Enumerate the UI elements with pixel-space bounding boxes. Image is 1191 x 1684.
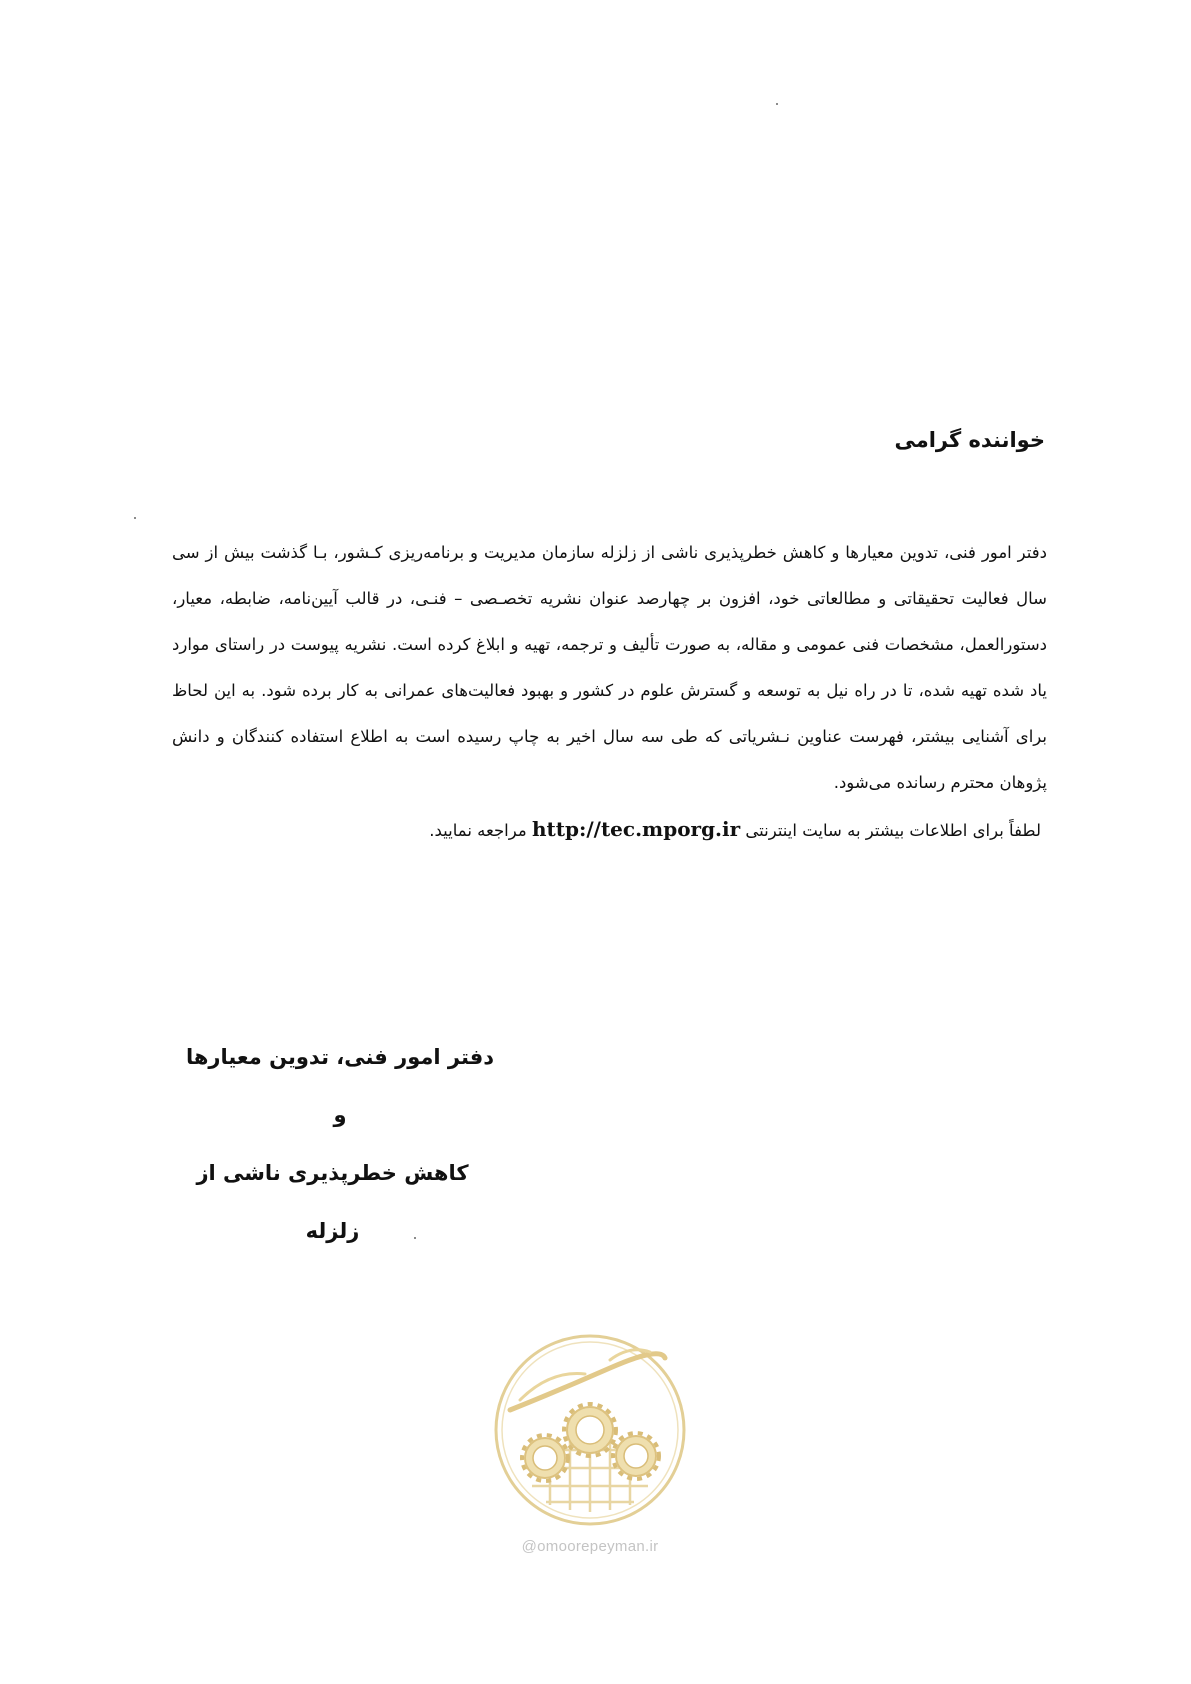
signature-line-1: دفتر امور فنی، تدوین معیارها [185,1045,495,1069]
watermark-logo [490,1330,690,1570]
page-heading: خواننده گرامی [894,428,1045,452]
contact-text-before: لطفاً برای اطلاعات بیشتر به سایت اینترنتی [740,821,1041,840]
seal-icon [490,1330,690,1530]
scan-speck [776,103,778,105]
website-link[interactable]: http://tec.mporg.ir [531,817,741,841]
signature-block [170,1028,510,1243]
body-text [172,530,1047,854]
contact-text-after: مراجعه نمایید. [429,821,532,840]
intro-paragraph: دفتر امور فنی، تدوین معیارها و کاهش خطرپذیری ناشی از زلزله سازمان مدیریت و برنامه‌ریزی کـشور، بـا گذشت بیش از سی سال فعالیت تحقیقاتی و مطالعاتی خود، افزون بر چهارصد عنوان نشریه تخصـصی – فنـی، در قالب آیین‌نامه، ضابطه، معیار، دستورالعمل، مشخصات فنی عمومی و مقاله، به صورت تألیف و ترجمه، تهیه و ابلاغ کرده است. نشریه پیوست در راستای موارد یاد شده تهیه شده، تا در راه نیل به توسعه و گسترش علوم در کشور و بهبود فعالیت‌های عمرانی به کار برده شود. به این لحاظ برای آشنایی بیشتر، فهرست عناوین نـشریاتی که طی سه سال اخیر به چاپ رسیده است به اطلاع استفاده کنندگان و دانش پژوهان محترم رسانده می‌شود. [172,543,1047,792]
scan-speck [414,1237,416,1239]
watermark-site: @omoorepeyman.ir [521,1538,659,1555]
signature-line-2: و [333,1103,347,1127]
signature-line-3: کاهش خطرپذیری ناشی از زلزله [196,1161,469,1243]
scan-speck [134,517,136,519]
contact-paragraph [172,806,1047,854]
